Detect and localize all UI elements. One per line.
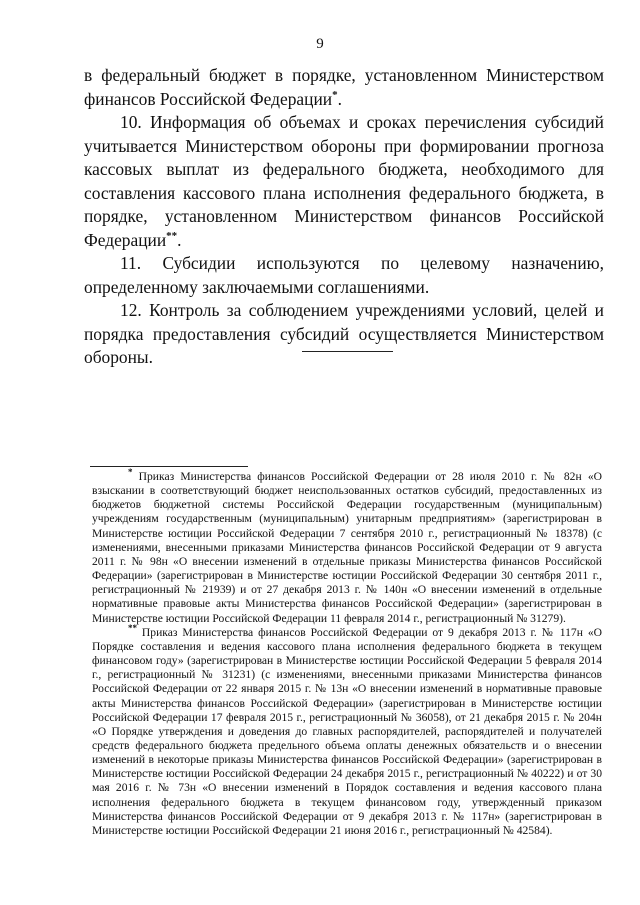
footnote-mark: * <box>128 467 133 478</box>
footnotes <box>92 467 602 838</box>
footnote-text: Приказ Министерства финансов Российской Федерации от 9 декабря 2013 г. № 117н «О Порядке составления и ведения кассового плана исполнения федерального бюджета в текущем финансовом году» (зарегистрирован в Министерстве юстиции Российской Федерации 5 февраля 2014 г., регистрационный № 31231) (с изменениями, внесенными приказами Министерства финансов Российской Федерации от 22 января 2015 г. № 13н «О внесении изменений в нормативные правовые акты Министерства финансов Российской Федерации» (зарегистрирован в Министерстве юстиции Российской Федерации 17 февраля 2015 г., регистрационный № 36058), от 21 декабря 2015 г. № 204н «О Порядке утверждения и доведения до главных распорядителей, распорядителей и получателей средств федерального бюджета предельного объема оплаты денежных обязательств и о внесении изменений в некоторые приказы Министерства финансов Российской Федерации» (зарегистрирован в Министерстве юстиции Российской Федерации 24 декабря 2015 г., регистрационный № 40222) и от 30 мая 2016 г. № 73н «О внесении изменений в Порядок составления и ведения кассового плана исполнения федерального бюджета в текущем финансовом году, утвержденный приказом Министерства финансов Российской Федерации от 9 декабря 2013 г. № 117н» (зарегистрирован в Министерстве юстиции Российской Федерации 21 июня 2016 г., регистрационный № 42584). <box>92 625 602 837</box>
paragraph-continuation <box>84 64 604 111</box>
footnote-2 <box>92 622 602 838</box>
footnote-mark: ** <box>128 622 137 633</box>
paragraph-text: 10. Информация об объемах и сроках перечисления субсидий учитывается Министерством обороны при формировании прогноза кассовых выплат из федерального бюджета, необходимого для составления кассового плана исполнения федерального бюджета, в порядке, установленном Министерством финансов Российской Федерации <box>84 112 604 250</box>
footnote-reference: ** <box>166 229 178 242</box>
paragraph-text: в федеральный бюджет в порядке, установленном Министерством финансов Российской Федерации <box>84 65 604 109</box>
footnote-rule <box>90 466 248 467</box>
paragraph-10 <box>84 111 604 252</box>
paragraph-end: . <box>177 229 182 250</box>
paragraph-end: . <box>337 88 342 109</box>
footnote-text: Приказ Министерства финансов Российской Федерации от 28 июля 2010 г. № 82н «О взыскании в соответствующий бюджет неиспользованных остатков субсидий, предоставленных из бюджетов бюджетной системы Российской Федерации государственным (муниципальным) учреждениям государственным (муниципальным) унитарным предприятиям» (зарегистрирован в Министерстве юстиции Российской Федерации 7 сентября 2010 г., регистрационный № 18378) (с изменениями, внесенными приказами Министерства финансов Российской Федерации от 9 августа 2011 г. № 98н «О внесении изменений в отдельные приказы Министерства финансов Российской Федерации» (зарегистрирован в Министерстве юстиции Российской Федерации 30 сентября 2011 г., регистрационный № 21939) и от 27 декабря 2013 г. № 140н «О внесении изменений в отдельные нормативные правовые акты Министерства финансов Российской Федерации» (зарегистрирован в Министерстве юстиции Российской Федерации 11 февраля 2014 г., регистрационный № 31279). <box>92 470 602 625</box>
section-separator <box>302 351 393 352</box>
body-text <box>84 64 604 370</box>
footnote-1 <box>92 467 602 626</box>
paragraph-11: 11. Субсидии используются по целевому назначению, определенному заключаемыми соглашениями. <box>84 253 604 297</box>
page-number: 9 <box>316 36 324 52</box>
paragraph-12: 12. Контроль за соблюдением учреждениями условий, целей и порядка предоставления субсидий осуществляется Министерством обороны. <box>84 300 604 367</box>
footnote-reference: * <box>332 88 338 101</box>
